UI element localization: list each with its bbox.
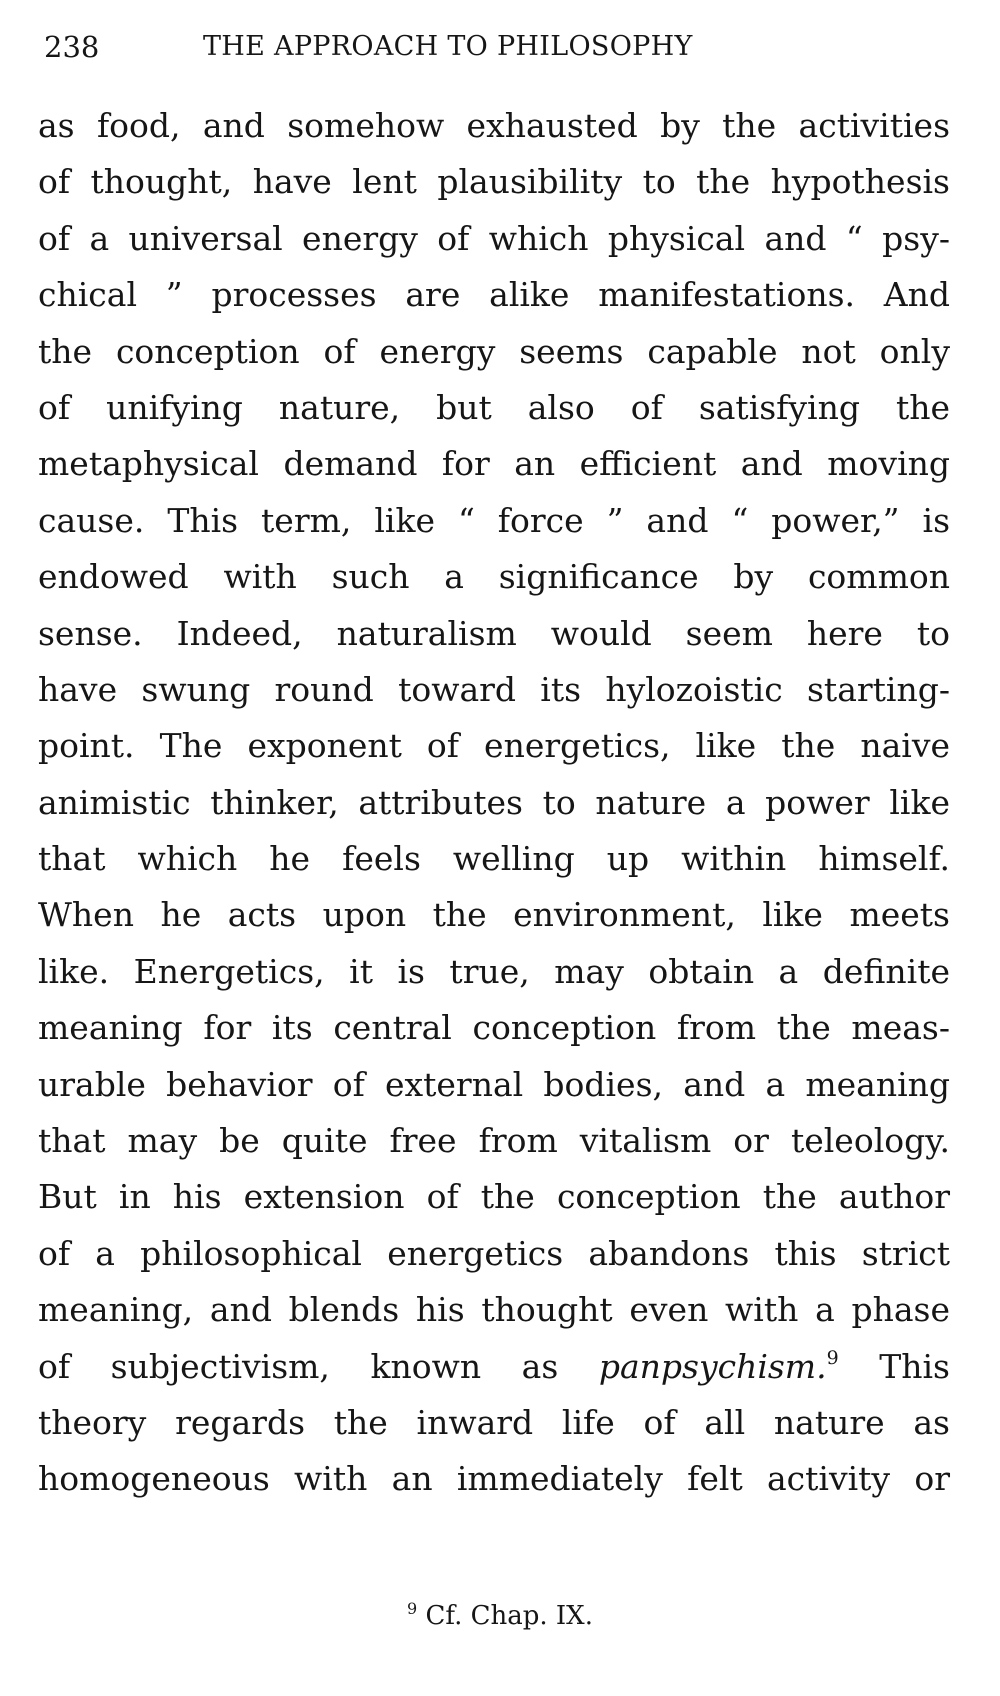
text-line: animistic thinker, attributes to nature a power like [38, 782, 950, 822]
text-line: But in his extension of the conception the author [38, 1177, 950, 1217]
text-line: like. Energetics, it is true, may obtain a definite [38, 951, 950, 991]
footnote-text: Cf. Chap. IX. [417, 1601, 593, 1631]
text-line: chical ” processes are alike manifestations. And [38, 275, 950, 315]
italic-term: panpsychism. [598, 1346, 827, 1386]
text-line: cause. This term, like “ force ” and “ power,” is [38, 500, 950, 540]
running-head [38, 22, 968, 72]
text-line: sense. Indeed, naturalism would seem here to [38, 613, 950, 653]
running-title: THE APPROACH TO PHILOSOPHY [203, 31, 693, 62]
text-line: point. The exponent of energetics, like the naive [38, 726, 950, 766]
text-line: of thought, have lent plausibility to the hypothesis [38, 162, 950, 202]
text-line: of a philosophical energetics abandons this strict [38, 1233, 950, 1273]
text-line: meaning, and blends his thought even with a phase [38, 1290, 950, 1330]
text-line: as food, and somehow exhausted by the activities [38, 106, 950, 145]
text-line: that which he feels welling up within himself. [38, 839, 950, 879]
text-line: homogeneous with an immediately felt activity or [38, 1459, 950, 1499]
footnote-reference: 9 [826, 1346, 839, 1369]
footnote-marker: 9 [407, 1599, 418, 1618]
text-segment: of subjectivism, known as [38, 1346, 599, 1386]
text-line: urable behavior of external bodies, and a meaning [38, 1064, 950, 1104]
text-line: have swung round toward its hylozoistic starting- [38, 669, 950, 709]
text-segment: This [838, 1346, 950, 1386]
text-line-panpsychism [38, 1339, 950, 1395]
text-line: meaning for its central conception from the meas- [38, 1008, 950, 1048]
text-line: the conception of energy seems capable not only [38, 331, 950, 371]
text-line: When he acts upon the environment, like meets [38, 895, 950, 935]
text-line: that may be quite free from vitalism or teleology. [38, 1121, 950, 1161]
text-line: theory regards the inward life of all nature as [38, 1402, 950, 1442]
text-line: metaphysical demand for an efficient and moving [38, 444, 950, 484]
footnote [0, 1596, 1000, 1636]
text-line: of a universal energy of which physical and “ psy- [38, 218, 950, 258]
body-text [38, 98, 950, 1508]
text-line: of unifying nature, but also of satisfying the [38, 387, 950, 427]
page-number: 238 [44, 30, 100, 64]
text-line: endowed with such a significance by common [38, 557, 950, 597]
